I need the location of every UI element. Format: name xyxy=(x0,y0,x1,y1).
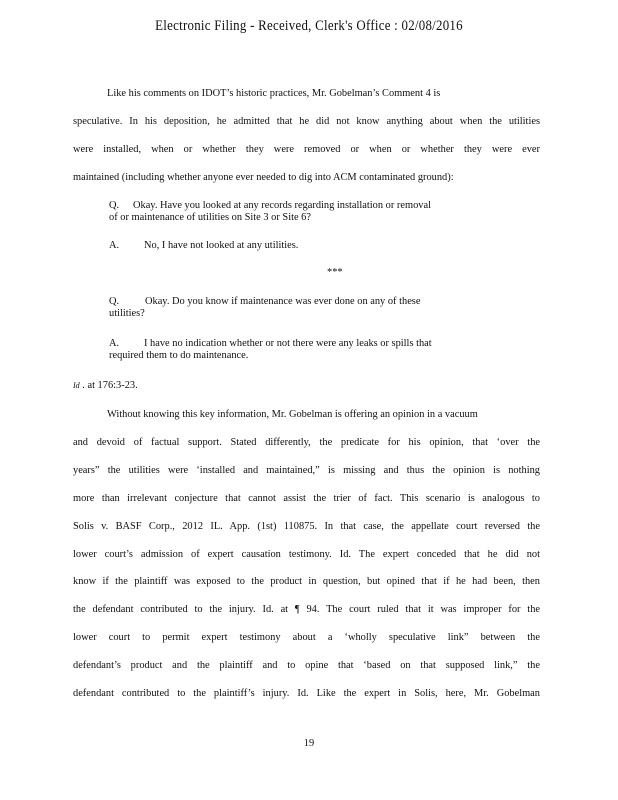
para2-line: and devoid of factual support. Stated differently, the predicate for his opinion, that ‘over the xyxy=(73,437,540,448)
para2-line: more than irrelevant conjecture that cannot assist the trier of fact. This scenario is analogous to xyxy=(73,493,540,504)
para2-line: years” the utilities were ‘installed and maintained,” is missing and thus the opinion is nothing xyxy=(73,465,540,476)
qa-label: Q. xyxy=(109,200,120,211)
para1-line: were installed, when or whether they were removed or when or whether they were ever xyxy=(73,144,540,155)
citation-id: Id xyxy=(73,381,80,390)
qa-label: A. xyxy=(109,240,120,251)
record-citation xyxy=(73,379,138,392)
para2-line: defendant contributed to the plaintiff’s injury. Id. Like the expert in Solis, here, Mr. Gobelman xyxy=(73,688,540,699)
qa-text: utilities? xyxy=(109,308,145,319)
para2-line: lower court to permit expert testimony about a ‘wholly speculative link” between the xyxy=(73,632,540,643)
qa-text: required them to do maintenance. xyxy=(109,350,249,361)
qa-label: A. xyxy=(109,338,120,349)
filing-stamp-header: Electronic Filing - Received, Clerk's Office : 02/08/2016 xyxy=(155,18,463,34)
qa-text: of or maintenance of utilities on Site 3 or Site 6? xyxy=(109,212,311,223)
para2-line: know if the plaintiff was exposed to the product in question, but opined that if he had been, then xyxy=(73,576,540,587)
para2-line: Solis v. BASF Corp., 2012 IL. App. (1st) 110875. In that case, the appellate court reversed the xyxy=(73,521,540,532)
para2-line: the defendant contributed to the injury. Id. at ¶ 94. The court ruled that it was improper for the xyxy=(73,604,540,615)
qa-text: Okay. Have you looked at any records regarding installation or removal xyxy=(133,200,431,211)
citation-rest: . at 176:3-23. xyxy=(79,380,138,391)
para2-line: lower court’s admission of expert causation testimony. Id. The expert conceded that he did not xyxy=(73,549,540,560)
omission-stars: *** xyxy=(327,267,343,278)
para2-line: defendant’s product and the plaintiff and to opine that ‘based on that supposed link,” the xyxy=(73,660,540,671)
para1-line: Like his comments on IDOT’s historic practices, Mr. Gobelman’s Comment 4 is xyxy=(107,88,441,99)
page-number: 19 xyxy=(303,738,315,749)
qa-text: I have no indication whether or not there were any leaks or spills that xyxy=(144,338,432,349)
para1-line: maintained (including whether anyone ever needed to dig into ACM contaminated ground): xyxy=(73,172,454,183)
qa-text: No, I have not looked at any utilities. xyxy=(144,240,299,251)
qa-text: Okay. Do you know if maintenance was ever done on any of these xyxy=(145,296,421,307)
para2-line: Without knowing this key information, Mr. Gobelman is offering an opinion in a vacuum xyxy=(107,409,478,420)
qa-label: Q. xyxy=(109,296,120,307)
para1-line: speculative. In his deposition, he admitted that he did not know anything about when the utilities xyxy=(73,116,540,127)
